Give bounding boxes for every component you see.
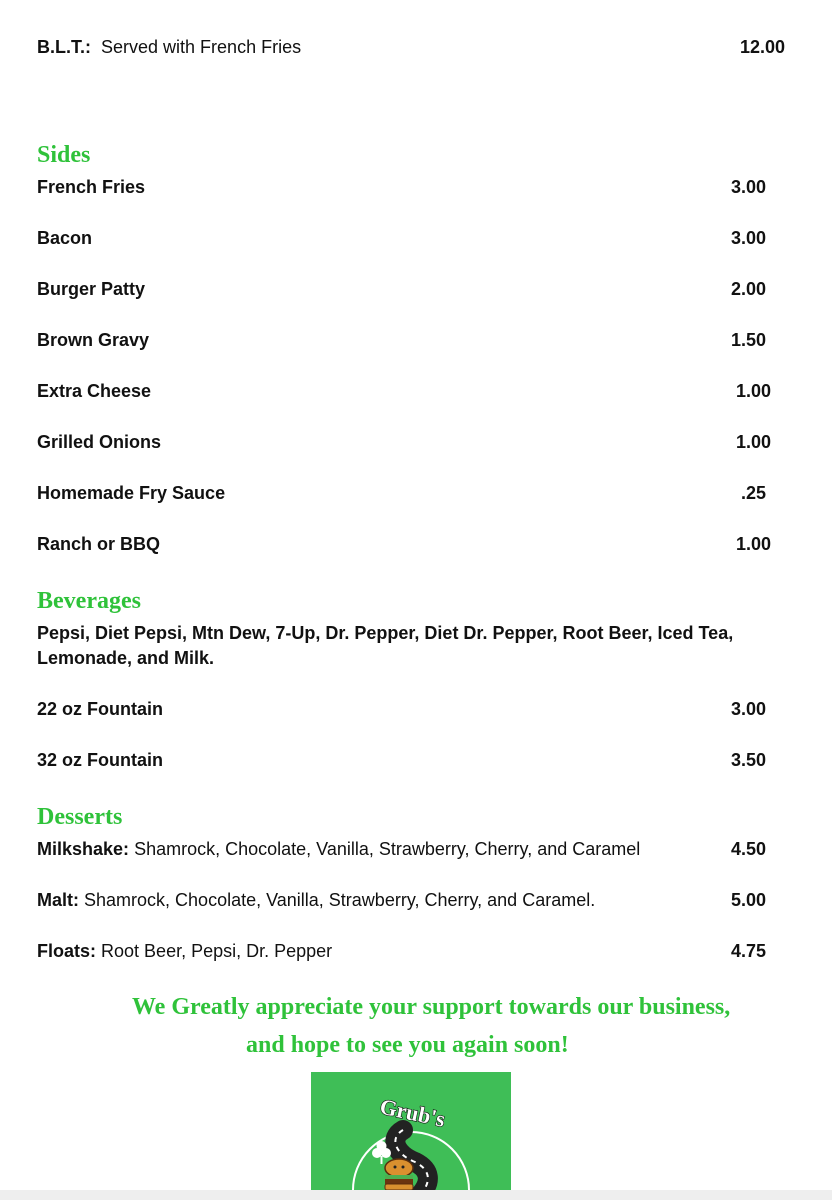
logo-text: Grub's: [377, 1093, 448, 1132]
item-name: Floats:: [37, 941, 97, 961]
menu-item: Extra Cheese: [37, 381, 152, 401]
item-price: 5.00: [730, 890, 766, 910]
item-price: 1.00: [735, 432, 771, 452]
item-price: 1.00: [735, 534, 771, 554]
item-price: 12.00: [739, 37, 785, 57]
closing-line-2: and hope to see you again soon!: [246, 1032, 569, 1058]
item-price: 3.00: [730, 177, 766, 197]
grubs-logo: [311, 1072, 511, 1192]
item-price: 3.00: [730, 699, 766, 719]
item-price: 3.50: [730, 750, 766, 770]
menu-item: 22 oz Fountain: [37, 699, 163, 719]
menu-item-milkshake: [37, 838, 640, 860]
menu-item: Burger Patty: [37, 279, 146, 299]
menu-item: Brown Gravy: [37, 330, 150, 350]
menu-item: French Fries: [37, 177, 146, 197]
item-price: 1.50: [730, 330, 766, 350]
item-desc: Served with French Fries: [101, 37, 302, 57]
burger-icon: [385, 1159, 413, 1190]
menu-item: Homemade Fry Sauce: [37, 483, 226, 503]
item-price: 1.00: [735, 381, 771, 401]
item-price: 4.50: [730, 839, 766, 859]
beverage-list: Pepsi, Diet Pepsi, Mtn Dew, 7-Up, Dr. Pepper, Diet Dr. Pepper, Root Beer, Iced Tea, Lemonade, and Milk.: [37, 623, 734, 668]
menu-item: Grilled Onions: [37, 432, 162, 452]
menu-item-blt: [37, 36, 301, 58]
item-price: 2.00: [730, 279, 766, 299]
section-heading-sides: Sides: [37, 142, 91, 168]
menu-item-malt: [37, 889, 595, 911]
logo-art-icon: [311, 1072, 511, 1192]
menu-item-floats: [37, 940, 332, 962]
bottom-edge: [0, 1190, 832, 1200]
section-heading-beverages: Beverages: [37, 588, 141, 614]
item-name: B.L.T.:: [37, 37, 91, 57]
item-name: Milkshake:: [37, 839, 130, 859]
item-desc: Shamrock, Chocolate, Vanilla, Strawberry, Cherry, and Caramel.: [84, 890, 596, 910]
menu-item: 32 oz Fountain: [37, 750, 163, 770]
item-desc: Root Beer, Pepsi, Dr. Pepper: [101, 941, 333, 961]
item-price: 4.75: [730, 941, 766, 961]
section-heading-desserts: Desserts: [37, 804, 123, 830]
item-price: .25: [740, 483, 766, 503]
item-name: Malt:: [37, 890, 79, 910]
item-desc: Shamrock, Chocolate, Vanilla, Strawberry, Cherry, and Caramel: [134, 839, 641, 859]
menu-item: Ranch or BBQ: [37, 534, 161, 554]
closing-line-1: We Greatly appreciate your support towards our business,: [132, 994, 731, 1020]
menu-item: Bacon: [37, 228, 93, 248]
item-price: 3.00: [730, 228, 766, 248]
